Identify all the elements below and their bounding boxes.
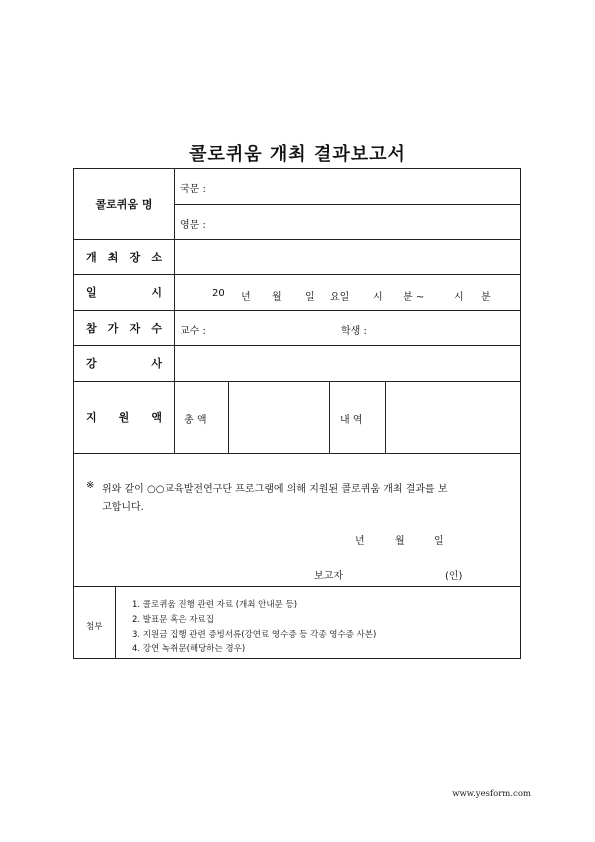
english-name-field[interactable]: 영문 : (180, 220, 206, 231)
breakdown-label: 내 역 (340, 415, 363, 426)
report-date-year: 년 (355, 536, 365, 547)
reporter-name-field[interactable] (350, 563, 440, 579)
support-amount-label (74, 381, 174, 453)
attachment-item: 3. 지원금 집행 관련 증빙서류(강연료 영수증 등 각종 영수증 사본) (132, 630, 377, 640)
participants-label-char: 자 (129, 321, 141, 335)
footer-website: www.yesform.com (452, 789, 531, 799)
month-unit: 월 (272, 292, 282, 303)
total-amount-field[interactable] (232, 387, 326, 447)
datetime-label-char: 시 (151, 286, 162, 299)
place-label-char: 최 (107, 250, 119, 264)
minute-unit: 분 (481, 292, 491, 303)
place-label-char: 장 (129, 250, 141, 264)
row-divider (74, 586, 521, 587)
year-prefix: 20 (212, 288, 225, 299)
korean-name-field[interactable]: 국문 : (180, 184, 206, 195)
seal-mark: (인) (445, 571, 463, 582)
lecturer-label-char: 강 (86, 357, 97, 370)
support-label-char: 액 (151, 411, 162, 424)
attachment-item: 2. 발표문 혹은 자료집 (132, 615, 214, 625)
hour-unit: 시 (454, 292, 464, 303)
note-mark: ※ (86, 480, 95, 491)
attachment-item: 4. 강연 녹취문(해당하는 경우) (132, 644, 246, 654)
attachments-label: 첨부 (86, 622, 103, 632)
colloquium-name-label: 콜로퀴움 명 (95, 198, 153, 211)
lecturer-field[interactable] (180, 355, 510, 371)
report-date-month: 월 (395, 536, 405, 547)
place-label-char: 개 (86, 250, 97, 264)
participants-label-char: 수 (151, 321, 162, 335)
column-divider (329, 381, 330, 453)
attachment-item: 1. 콜로퀴움 진행 관련 자료 (개최 안내문 등) (132, 600, 298, 610)
place-field[interactable] (180, 249, 510, 265)
row-divider (174, 204, 521, 205)
statement-line-1: 위와 같이 ○○교육발전연구단 프로그램에 의해 지원된 콜로퀴움 개최 결과를 보 (102, 484, 448, 495)
lecturer-label-char: 사 (151, 357, 162, 370)
support-label-char: 원 (118, 411, 130, 424)
participants-label-char: 가 (107, 321, 119, 335)
place-label-char: 소 (151, 250, 162, 264)
report-form (73, 168, 521, 659)
day-unit: 일 (305, 292, 315, 303)
minute-unit: 분 ~ (403, 292, 425, 303)
year-unit: 년 (241, 292, 251, 303)
lecturer-label (74, 345, 174, 381)
weekday-unit: 요일 (330, 292, 350, 303)
report-date-day: 일 (434, 536, 444, 547)
total-amount-label: 총 액 (184, 415, 207, 426)
participants-label-char: 참 (86, 321, 97, 335)
professors-count-field[interactable]: 교수 : (180, 326, 206, 337)
label-column-divider (174, 169, 175, 453)
students-count-field[interactable]: 학생 : (341, 326, 367, 337)
participants-label (74, 310, 174, 345)
hour-unit: 시 (373, 292, 383, 303)
place-label (74, 239, 174, 274)
reporter-label: 보고자 (314, 571, 343, 582)
datetime-label-char: 일 (86, 286, 97, 299)
row-divider (74, 453, 521, 454)
attachment-column-divider (115, 586, 116, 659)
document-title: 콜로퀴움 개최 결과보고서 (189, 144, 406, 165)
statement-line-2: 고합니다. (102, 502, 144, 513)
support-label-char: 지 (86, 411, 97, 424)
breakdown-field[interactable] (389, 387, 517, 447)
column-divider (228, 381, 229, 453)
datetime-label (74, 274, 174, 310)
column-divider (385, 381, 386, 453)
